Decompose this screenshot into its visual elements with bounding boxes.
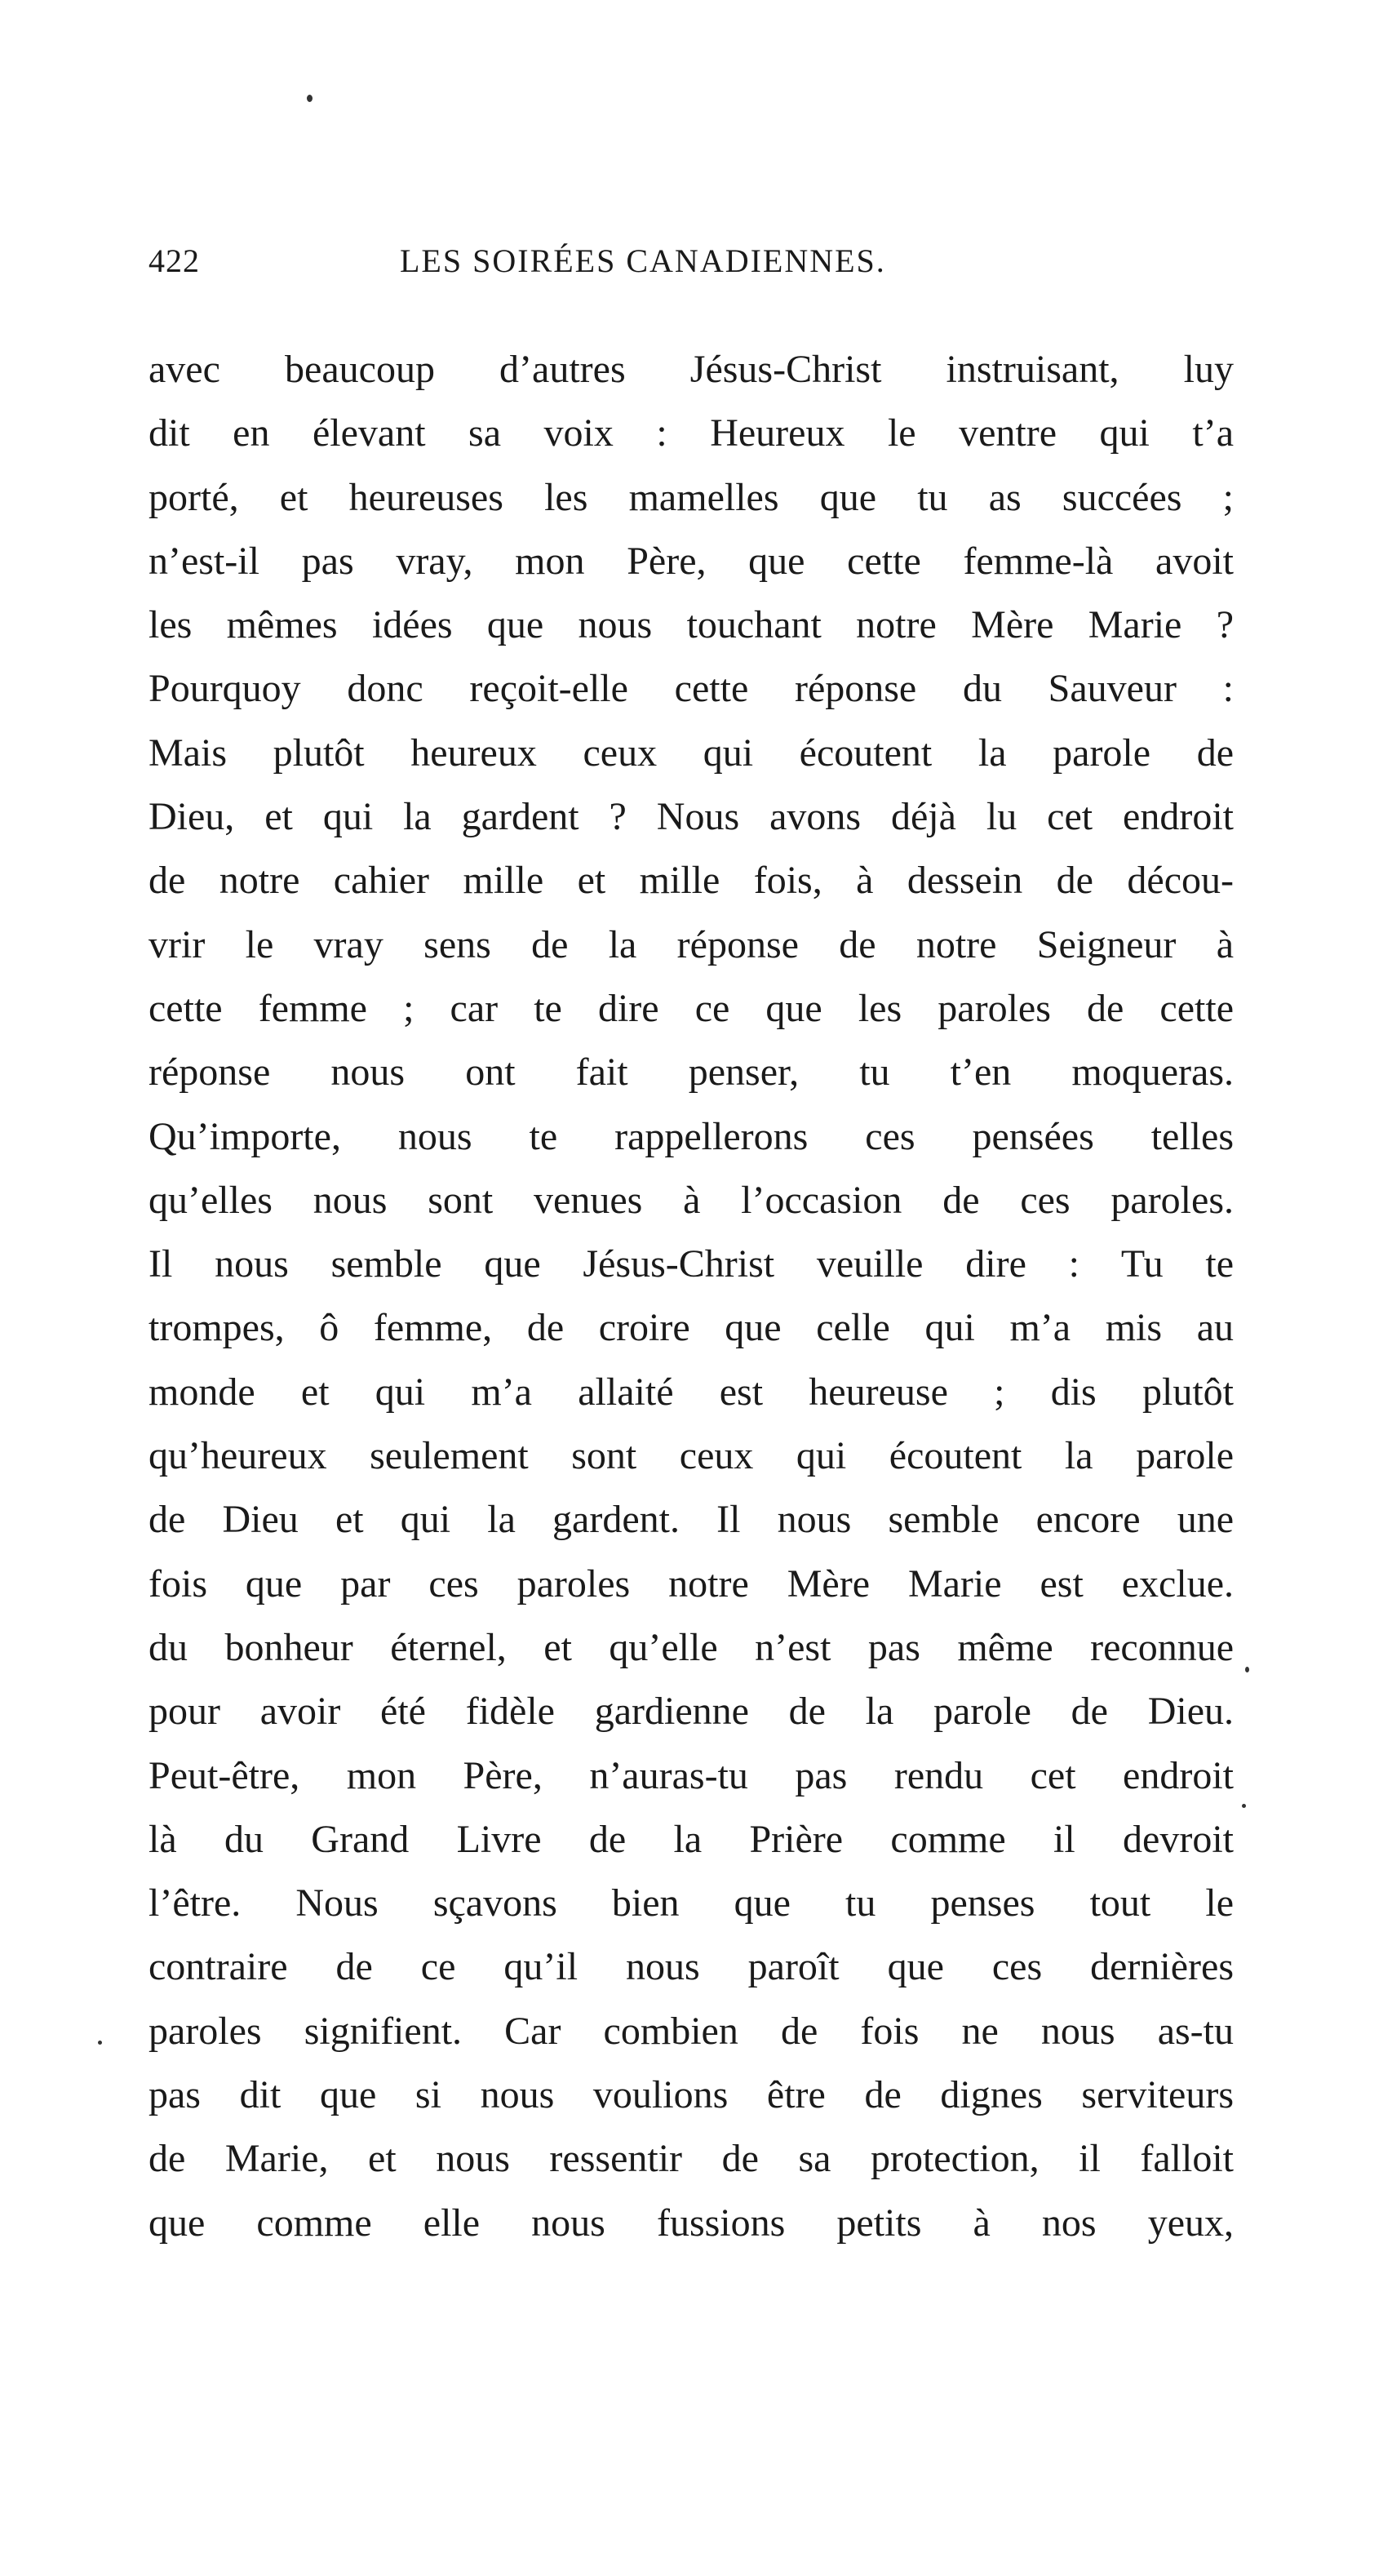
ink-speck-right-1	[1245, 1667, 1249, 1672]
body-text	[149, 338, 1234, 2255]
text-line: avec beaucoup d’autres Jésus-Christ instruisant, luy	[149, 348, 1234, 391]
text-line: l’être. Nous sçavons bien que tu penses tout le	[149, 1881, 1234, 1925]
text-line: pour avoir été fidèle gardienne de la parole de Dieu.	[149, 1690, 1234, 1734]
text-line: de notre cahier mille et mille fois, à dessein de décou-	[149, 859, 1234, 903]
text-line: les mêmes idées que nous touchant notre Mère Marie ?	[149, 603, 1234, 647]
text-line: Mais plutôt heureux ceux qui écoutent la parole de	[149, 731, 1234, 775]
text-line: Il nous semble que Jésus-Christ veuille dire : Tu te	[149, 1242, 1234, 1286]
ink-speck-top	[307, 95, 313, 102]
page-number: 422	[149, 242, 200, 279]
text-line: de Dieu et qui la gardent. Il nous semble encore une	[149, 1498, 1234, 1542]
text-line: paroles signifient. Car combien de fois ne nous as-tu	[149, 2009, 1234, 2053]
text-line: de Marie, et nous ressentir de sa protection, il falloit	[149, 2137, 1234, 2181]
text-line: Dieu, et qui la gardent ? Nous avons déjà lu cet endroit	[149, 795, 1234, 839]
text-line: porté, et heureuses les mamelles que tu as succées ;	[149, 475, 1234, 519]
text-line: contraire de ce qu’il nous paroît que ces dernières	[149, 1945, 1234, 1989]
text-line: que comme elle nous fussions petits à nos yeux,	[149, 2201, 1234, 2245]
text-line: qu’heureux seulement sont ceux qui écoutent la parole	[149, 1434, 1234, 1478]
text-line: trompes, ô femme, de croire que celle qui m’a mis au	[149, 1306, 1234, 1350]
text-line: n’est-il pas vray, mon Père, que cette femme-là avoit	[149, 539, 1234, 583]
text-line: fois que par ces paroles notre Mère Marie est exclue.	[149, 1561, 1234, 1606]
text-line: Pourquoy donc reçoit-elle cette réponse du Sauveur :	[149, 667, 1234, 711]
ink-speck-left	[98, 2041, 102, 2045]
text-line: cette femme ; car te dire ce que les paroles de cette	[149, 986, 1234, 1030]
text-line: du bonheur éternel, et qu’elle n’est pas même reconnue	[149, 1625, 1234, 1669]
running-title: LES SOIRÉES CANADIENNES.	[400, 242, 886, 279]
text-line: vrir le vray sens de la réponse de notre Seigneur à	[149, 922, 1234, 966]
text-line: qu’elles nous sont venues à l’occasion de ces paroles.	[149, 1178, 1234, 1222]
text-line: réponse nous ont fait penser, tu t’en moqueras.	[149, 1050, 1234, 1095]
text-line: là du Grand Livre de la Prière comme il devroit	[149, 1817, 1234, 1861]
text-line: dit en élevant sa voix : Heureux le ventre qui t’a	[149, 411, 1234, 455]
text-line: Qu’importe, nous te rappellerons ces pensées telles	[149, 1114, 1234, 1158]
text-line: pas dit que si nous voulions être de dignes serviteurs	[149, 2073, 1234, 2117]
text-line: monde et qui m’a allaité est heureuse ; dis plutôt	[149, 1370, 1234, 1414]
text-line: Peut-être, mon Père, n’auras-tu pas rendu cet endroit	[149, 1753, 1234, 1797]
ink-speck-right-2	[1242, 1804, 1246, 1808]
running-head	[149, 242, 1234, 291]
